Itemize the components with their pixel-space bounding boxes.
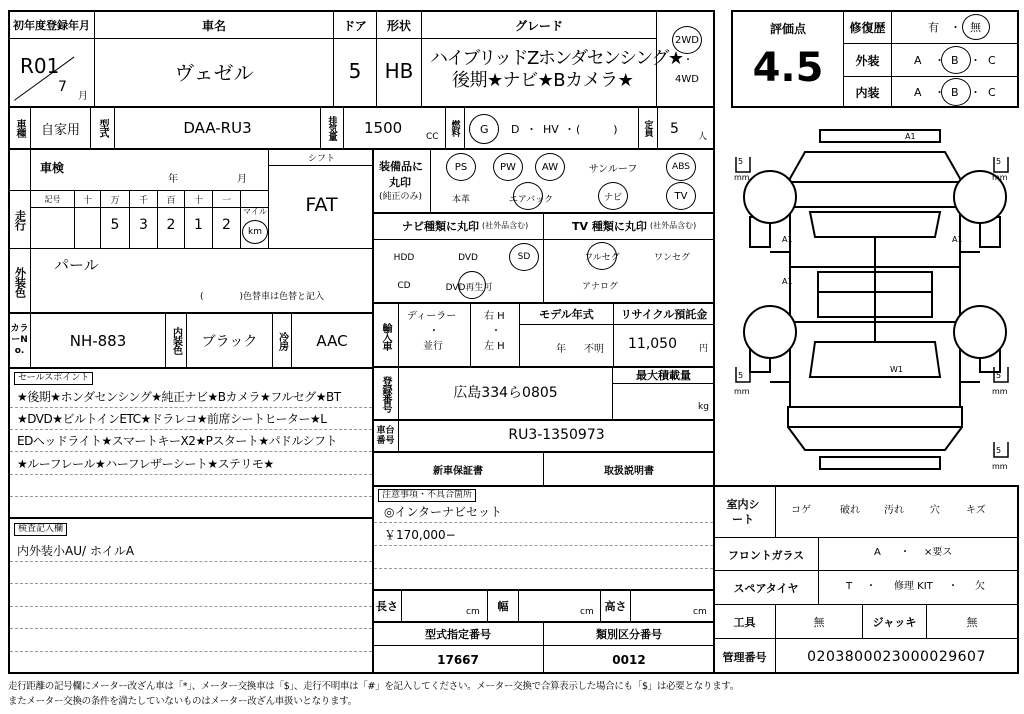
import-left: 左 H — [484, 341, 505, 352]
cap-label: 定員 — [642, 120, 653, 136]
height-label: 高さ — [604, 600, 627, 613]
tools-label: 工具 — [733, 616, 756, 629]
ac-label: 冷房 — [276, 331, 288, 350]
ext-a: A — [914, 54, 922, 67]
tire-depth: 5 — [738, 371, 744, 380]
drive-2wd: 2WD — [675, 34, 699, 46]
fuel-g: G — [480, 123, 489, 136]
dims-table — [372, 589, 715, 623]
fuel-d: D — [511, 123, 520, 136]
mileage-digit: 2 — [166, 217, 176, 233]
width-unit: cm — [580, 607, 594, 617]
car-name: ヴェゼル — [174, 60, 254, 85]
model-label: 型式 — [97, 119, 108, 137]
equipment-label-2: 丸印 — [389, 176, 411, 189]
model-year-unit: 年 — [556, 344, 566, 355]
reg-month: 7 — [58, 79, 67, 95]
digit-label-1k: 千 — [138, 196, 148, 206]
spare-kit: 修理 KIT — [894, 581, 933, 592]
tire-unit: mm — [992, 387, 1008, 396]
mileage-digit: 5 — [110, 217, 120, 233]
footer-line2: またメーター交換の条件を満たしていないものはメーター改ざん車扱いとなります。 — [8, 696, 357, 707]
mile-label: マイル — [243, 207, 267, 216]
capacity: 5 — [670, 121, 679, 137]
fuel-other: ( ) — [576, 123, 618, 136]
glass-x: ×要ス — [924, 547, 953, 558]
tools-value: 無 — [813, 616, 825, 629]
mileage-digit: 3 — [139, 217, 148, 233]
spare-dot: ・ — [866, 581, 876, 592]
length-label: 長さ — [376, 600, 398, 613]
glass-dot: ・ — [900, 547, 910, 558]
recycle-label: リサイクル預託金 — [620, 308, 708, 321]
damage-mark: A1 — [952, 235, 963, 244]
spare-label: スペアタイヤ — [733, 582, 799, 595]
equip-sunroof: サンルーフ — [588, 163, 638, 175]
tv-oneseg: ワンセグ — [653, 252, 690, 263]
int-c: C — [988, 86, 996, 99]
max-load-unit: kg — [698, 402, 709, 412]
nav-title-note: (社外品含む) — [482, 221, 529, 230]
interior-sheet-label: 室内シート — [726, 497, 760, 526]
int-a: A — [914, 86, 922, 99]
inspection-label: 車検 — [39, 160, 64, 175]
chassis-number: RU3-1350973 — [508, 427, 605, 443]
equip-abs: ABS — [672, 162, 690, 172]
equip-airbag: エアバック — [508, 194, 554, 205]
jack-value: 無 — [966, 616, 978, 629]
notes-line: ◎インターナビセット — [384, 505, 502, 519]
equipment-label: 装備品に — [379, 160, 423, 173]
fuel-label: 燃料 — [449, 120, 460, 136]
tire-unit: mm — [992, 173, 1008, 182]
tv-fullseg: フルセグ — [584, 252, 620, 263]
mileage-label: 走行 — [13, 210, 27, 230]
damage-mark: A1 — [782, 277, 793, 286]
equip-aw: AW — [541, 161, 559, 173]
grade-line1: ハイブリッドZホンダセンシング★ — [430, 48, 683, 69]
grade-line2: 後期★ナビ★Bカメラ★ — [452, 70, 634, 91]
fuel-hv: HV — [543, 123, 559, 136]
spare-dot-2: ・ — [948, 581, 958, 592]
jack-label: ジャッキ — [872, 616, 917, 629]
import-right: 右 H — [484, 311, 505, 322]
color-change-note: ( )色替車は色替と記入 — [200, 292, 325, 302]
mileage-digit: 1 — [194, 217, 203, 233]
model-num-label: 型式指定番号 — [425, 628, 491, 641]
color-code-label: カラーNo. — [10, 324, 29, 356]
sales-line: ★DVD★ビルトインETC★ドラレコ★前席シートヒーター★L — [17, 412, 327, 426]
nav-cd: CD — [397, 281, 411, 291]
repair-label: 修復歴 — [849, 21, 886, 35]
nav-dvd: DVD — [458, 253, 478, 263]
drive-4wd: 4WD — [675, 73, 699, 85]
manage-number: 0203800023000029607 — [807, 648, 986, 665]
max-load-label: 最大積載量 — [636, 369, 691, 382]
tire-unit: mm — [734, 173, 750, 182]
car-damage-diagram — [730, 112, 1020, 482]
inspector-label: 検査記入欄 — [14, 523, 67, 536]
exterior-color: パール — [54, 256, 99, 274]
shape-label: 形状 — [386, 18, 411, 33]
sheet-item: 破れ — [840, 505, 860, 516]
use: 自家用 — [40, 122, 80, 138]
shift-label: シフト — [307, 154, 335, 164]
equip-pw: PW — [500, 161, 516, 173]
sheet-item: 穴 — [930, 505, 940, 516]
length-unit: cm — [466, 607, 480, 617]
manual-label: 取扱説明書 — [604, 465, 654, 477]
height-unit: cm — [693, 607, 707, 617]
score-label: 評価点 — [769, 21, 806, 36]
footer-line1: 走行距離の記号欄にメーター改ざん車は「*」、メーター交換車は「$」、走行不明車は「#」を記入してください。メーター交換で合算表示した場合にも「$」は必要となります。 — [8, 681, 739, 692]
sheet-item: コゲ — [791, 505, 811, 516]
nav-sd: SD — [517, 252, 531, 262]
inspector-text: 内外装小AU/ ホイルA — [17, 544, 135, 558]
spare-none: 欠 — [975, 581, 985, 592]
disp-label: 排気量 — [326, 116, 337, 140]
digit-label-10: 十 — [193, 196, 203, 206]
sales-line: EDヘッドライト★スマートキーX2★Pスタート★パドルシフト — [17, 434, 338, 448]
ext-c: C — [988, 54, 996, 67]
import-parallel: 並行 — [423, 341, 443, 352]
equipment-label-3: (純正のみ) — [379, 192, 423, 202]
import-dot-2: ・ — [491, 326, 501, 337]
tire-depth: 5 — [996, 157, 1002, 166]
digit-label-10m: 十 — [82, 196, 92, 206]
reg-label: 初年度登録年月 — [13, 19, 90, 32]
registration-label: 登録番号 — [380, 376, 391, 412]
disp-unit: CC — [426, 132, 439, 142]
name-label: 車名 — [201, 18, 226, 33]
sheet-item: 汚れ — [884, 505, 904, 516]
equip-tv: TV — [674, 190, 688, 202]
tv-title: TV 種類に丸印 — [572, 220, 647, 233]
use-label: 車種 — [14, 119, 25, 137]
glass-a: A — [874, 547, 881, 558]
capacity-unit: 人 — [698, 132, 708, 142]
digit-label-10k: 万 — [110, 196, 120, 206]
interior-label: 内装 — [855, 85, 880, 100]
month-unit: 月 — [78, 91, 88, 102]
glass-label: フロントガラス — [727, 548, 805, 562]
tv-analog: アナログ — [581, 281, 618, 292]
grade-label: グレード — [514, 18, 563, 33]
km-label: km — [248, 227, 262, 237]
tire-depth: 5 — [996, 371, 1002, 380]
mileage-digit: 2 — [222, 217, 231, 233]
disp: 1500 — [364, 119, 403, 137]
ext-b: B — [951, 54, 959, 67]
nav-dvd-playback: DVD再生可 — [445, 282, 493, 293]
sales-line: ★後期★ホンダセンシング★純正ナビ★Bカメラ★フルセグ★BT — [17, 390, 341, 404]
notes-label: 注意事項・不具合箇所 — [378, 489, 476, 502]
import-dot: ・ — [429, 326, 439, 337]
color-label: 外装色 — [13, 267, 27, 297]
tire-depth: 5 — [996, 446, 1002, 455]
damage-mark: W1 — [890, 365, 903, 374]
mileage-mark-label: 記号 — [44, 195, 61, 204]
ac: AAC — [316, 331, 348, 350]
doors-label: ドア — [343, 18, 367, 33]
damage-mark: A1 — [905, 132, 916, 141]
shift: FAT — [305, 194, 338, 216]
manage-label: 管理番号 — [722, 650, 767, 664]
recycle: 11,050 — [628, 336, 677, 352]
color-code: NH-883 — [69, 331, 127, 350]
model-num: 17667 — [437, 652, 479, 667]
interior-color-label: 内装色 — [170, 327, 182, 354]
sales-line: ★ルーフレール★ハーフレザーシート★ステリモ★ — [17, 457, 274, 471]
score: 4.5 — [752, 45, 824, 91]
shape: HB — [384, 59, 414, 83]
tv-title-note: (社外品含む) — [650, 221, 697, 230]
inspection-month: 月 — [237, 174, 247, 185]
interior-color: ブラック — [201, 333, 258, 350]
inspection-year: 年 — [168, 174, 178, 185]
class-num-label: 類別区分番号 — [596, 628, 662, 641]
sheet-item: キズ — [966, 505, 986, 516]
import-dealer: ディーラー — [407, 311, 457, 322]
repair-yes: 有 — [928, 21, 939, 34]
model: DAA-RU3 — [183, 119, 252, 137]
tire-depth: 5 — [738, 157, 744, 166]
notes-line: ￥170,000− — [384, 528, 456, 542]
model-year-label: モデル年式 — [539, 308, 594, 321]
recycle-unit: 円 — [699, 344, 709, 354]
model-year-unknown: 不明 — [584, 344, 604, 355]
equip-nav: ナビ — [603, 192, 622, 203]
width-label: 幅 — [497, 600, 509, 613]
registration-number: 広島334ら0805 — [453, 385, 558, 401]
sales-label: セールスポイント — [14, 372, 93, 385]
nav-hdd: HDD — [393, 253, 415, 263]
repair-no: 無 — [970, 21, 981, 34]
reg-year: R01 — [20, 54, 60, 78]
warranty-label: 新車保証書 — [433, 465, 483, 477]
nav-title: ナビ種類に丸印 — [402, 220, 479, 233]
exterior-label: 外装 — [855, 53, 880, 68]
equip-ps: PS — [454, 161, 468, 173]
tire-unit: mm — [734, 387, 750, 396]
equip-leather: 本革 — [451, 194, 470, 205]
damage-mark: A1 — [782, 235, 793, 244]
doors: 5 — [348, 59, 362, 83]
class-num: 0012 — [612, 652, 646, 667]
digit-label-100: 百 — [166, 196, 176, 206]
spare-t: T — [846, 581, 853, 592]
tire-unit: mm — [992, 462, 1008, 471]
int-b: B — [951, 86, 959, 99]
digit-label-1: 一 — [221, 196, 231, 206]
chassis-label: 車台番号 — [376, 425, 395, 446]
import-label: 輸入車 — [380, 322, 391, 350]
